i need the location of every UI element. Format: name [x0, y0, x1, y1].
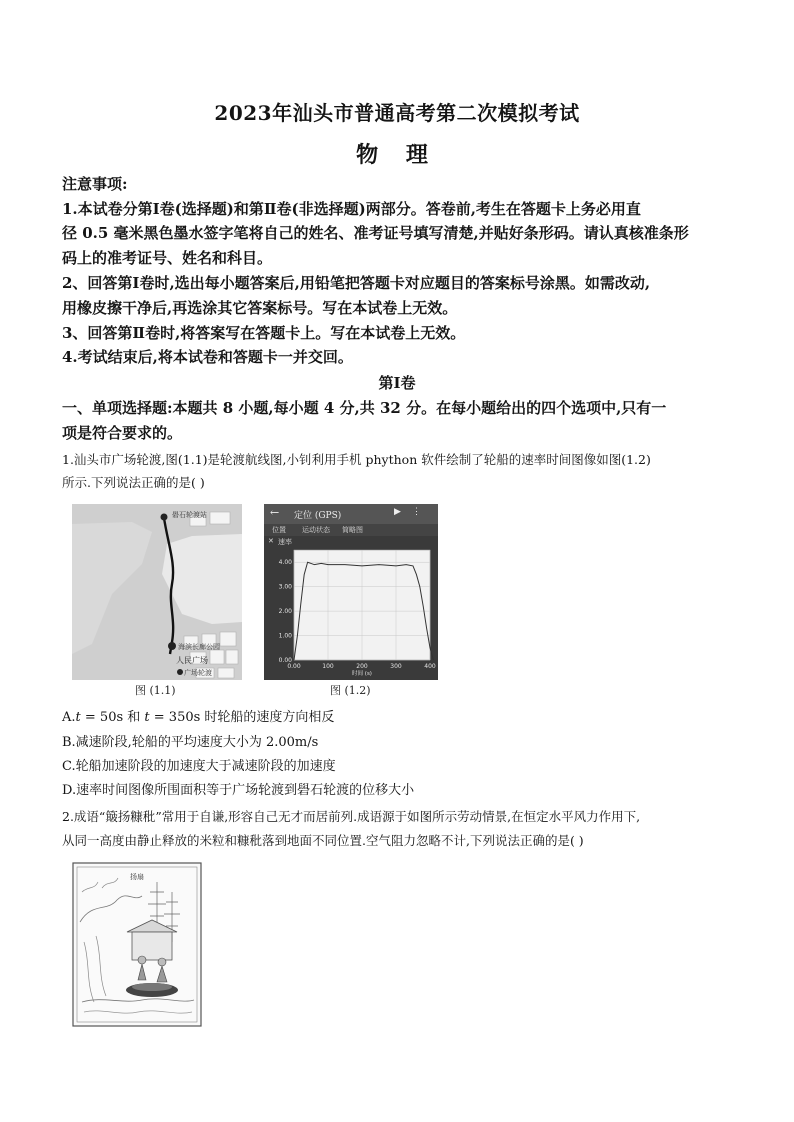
subject-title: 物 理 — [356, 142, 438, 168]
section-title: 第Ⅰ卷 — [378, 374, 416, 392]
x-tick-label: 400 — [424, 663, 436, 670]
notes-line-6: 3、回答第Ⅱ卷时,将答案写在答题卡上。写在本试卷上无效。 — [62, 324, 466, 342]
phone-titlebar — [264, 504, 438, 524]
y-tick-label: 1.00 — [278, 632, 292, 640]
map-label-top: 礐石轮渡站 — [172, 511, 207, 519]
part-instruction-line-1: 一、单项选择题:本题共 8 小题,每小题 4 分,共 32 分。在每小题给出的四个选项中,只有一 — [62, 399, 667, 417]
winnowing-illustration — [72, 862, 202, 1027]
notes-heading: 注意事项: — [62, 175, 128, 193]
q1-stem-line-1: 1.汕头市广场轮渡,图(1.1)是轮渡航线图,小钊利用手机 phython 软件绘制了轮船的速率时间图像如图(1.2) — [62, 452, 651, 467]
notes-line-5: 用橡皮擦干净后,再选涂其它答案标号。写在本试卷上无效。 — [62, 299, 458, 317]
figure-1-2-caption: 图 (1.2) — [330, 684, 371, 697]
back-arrow-icon: ← — [270, 506, 280, 519]
map-label-ferry: 广场轮渡 — [184, 669, 212, 677]
x-tick-label: 200 — [356, 663, 368, 670]
map-label-park: 海滨长廊公园 — [178, 643, 220, 651]
phone-screenshot — [264, 504, 438, 680]
y-tick-label: 3.00 — [278, 583, 292, 591]
plot-label: 速率 — [278, 538, 292, 546]
part-instruction-line-2: 项是符合要求的。 — [62, 424, 183, 442]
tab-position: 位置 — [272, 526, 286, 534]
x-axis-label: 时间 (s) — [352, 671, 372, 677]
plot-panel — [264, 536, 438, 680]
notes-line-4: 2、回答第Ⅰ卷时,选出每小题答案后,用铅笔把答题卡对应题目的答案标号涂黑。如需改动, — [62, 274, 651, 292]
q1-option-a[interactable]: A.t = 50s 和 t = 350s 时轮船的速度方向相反 — [62, 710, 335, 725]
q2-stem-line-2: 从同一高度由静止释放的米粒和糠秕落到地面不同位置.空气阻力忽略不计,下列说法正确的是( ) — [62, 833, 584, 848]
phone-title: 定位 (GPS) — [294, 511, 342, 521]
notes-line-1: 1.本试卷分第Ⅰ卷(选择题)和第Ⅱ卷(非选择题)两部分。答卷前,考生在答题卡上务必用直 — [62, 200, 641, 218]
phone-tabs — [264, 524, 438, 536]
notes-line-7: 4.考试结束后,将本试卷和答题卡一并交回。 — [62, 348, 353, 366]
illustration-title: 扬扇 — [130, 873, 144, 881]
ferry-route-map — [72, 504, 242, 680]
map-label-square: 人民广场 — [176, 656, 208, 665]
x-tick-label: 0.00 — [287, 663, 301, 670]
q2-stem-line-1: 2.成语“簸扬糠秕”常用于自谦,形容自己无才而居前列.成语源于如图所示劳动情景,在恒定水平风力作用下, — [62, 809, 641, 824]
y-tick-label: 4.00 — [278, 559, 292, 567]
play-icon: ▶ — [394, 507, 401, 517]
notes-line-2: 径 0.5 毫米黑色墨水签字笔将自己的姓名、准考证号填写清楚,并贴好条形码。请认真核准条形 — [62, 224, 689, 242]
y-tick-label: 0.00 — [278, 657, 292, 664]
plot-label-marker: ✕ — [268, 537, 274, 545]
notes-line-3: 码上的准考证号、姓名和科目。 — [62, 249, 273, 267]
y-tick-label: 2.00 — [278, 608, 292, 616]
tab-motion: 运动状态 — [302, 526, 330, 534]
q1-option-d[interactable]: D.速率时间图像所围面积等于广场轮渡到礐石轮渡的位移大小 — [62, 783, 415, 798]
x-tick-label: 100 — [322, 663, 334, 670]
menu-icon: ⋮ — [412, 507, 421, 517]
x-tick-label: 300 — [390, 663, 402, 670]
q1-option-c[interactable]: C.轮船加速阶段的加速度大于减速阶段的加速度 — [62, 759, 336, 774]
tab-simple: 简略图 — [342, 526, 363, 534]
q1-option-b[interactable]: B.减速阶段,轮船的平均速度大小为 2.00m/s — [62, 735, 319, 750]
q1-stem-line-2: 所示.下列说法正确的是( ) — [62, 475, 205, 490]
exam-title: 2023年汕头市普通高考第二次模拟考试 — [214, 101, 580, 125]
speed-time-chart — [264, 536, 438, 680]
figure-1-1-caption: 图 (1.1) — [135, 684, 176, 697]
